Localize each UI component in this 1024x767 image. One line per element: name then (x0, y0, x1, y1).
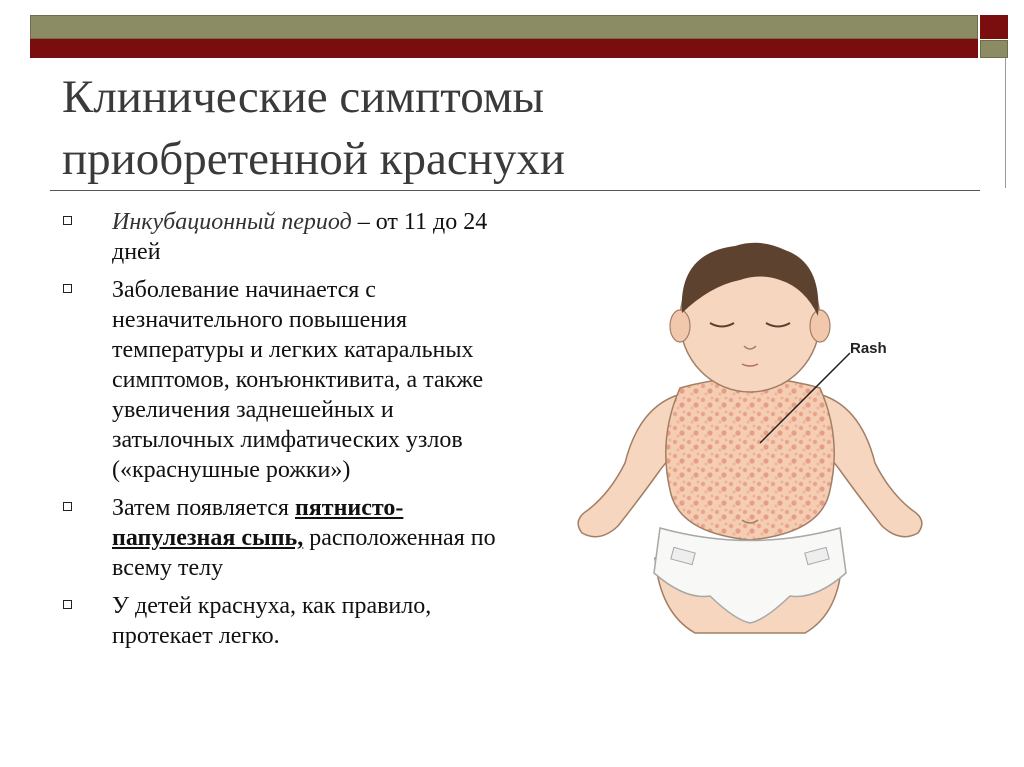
incubation-text: – от 11 до 24 дней (112, 209, 488, 265)
square-bullet-icon (63, 600, 72, 609)
right-divider-line (1005, 58, 1006, 188)
square-bullet-icon (63, 216, 72, 225)
square-bullet-icon (63, 502, 72, 511)
square-bullet-icon (63, 284, 72, 293)
slide-title (62, 66, 702, 190)
bullet-item-rash (62, 493, 502, 583)
rash-label: Rash (850, 340, 887, 357)
baby-rash-illustration (560, 228, 940, 638)
torso-rash (666, 378, 834, 540)
rash-emphasis: пятнисто-папулезная сыпь, (112, 495, 404, 551)
header-bar-olive (30, 15, 978, 39)
bullet-list (62, 207, 502, 659)
title-underline (50, 190, 980, 191)
header-bar-red (30, 39, 978, 58)
title-line-2: приобретенной краснухи (62, 133, 566, 185)
children-text: У детей краснуха, как правило, протекает легко. (112, 593, 432, 649)
rash-text-after: расположенная по всему телу (112, 525, 496, 581)
bullet-item-onset (62, 275, 502, 485)
bullet-item-incubation (62, 207, 502, 267)
title-line-1: Клинические симптомы (62, 71, 545, 123)
left-ear (670, 310, 690, 342)
right-ear (810, 310, 830, 342)
rash-text-before: Затем появляется (112, 495, 295, 521)
corner-block-red (980, 15, 1008, 39)
incubation-term: Инкубационный период (112, 209, 352, 235)
onset-text: Заболевание начинается с незначительного повышения температуры и легких катаральных симптомов, конъюнктивита, а также увеличения заднешейных и затылочных лимфатических узлов («краснушные рожки») (112, 277, 484, 483)
bullet-item-children (62, 591, 502, 651)
corner-block-olive (980, 40, 1008, 58)
